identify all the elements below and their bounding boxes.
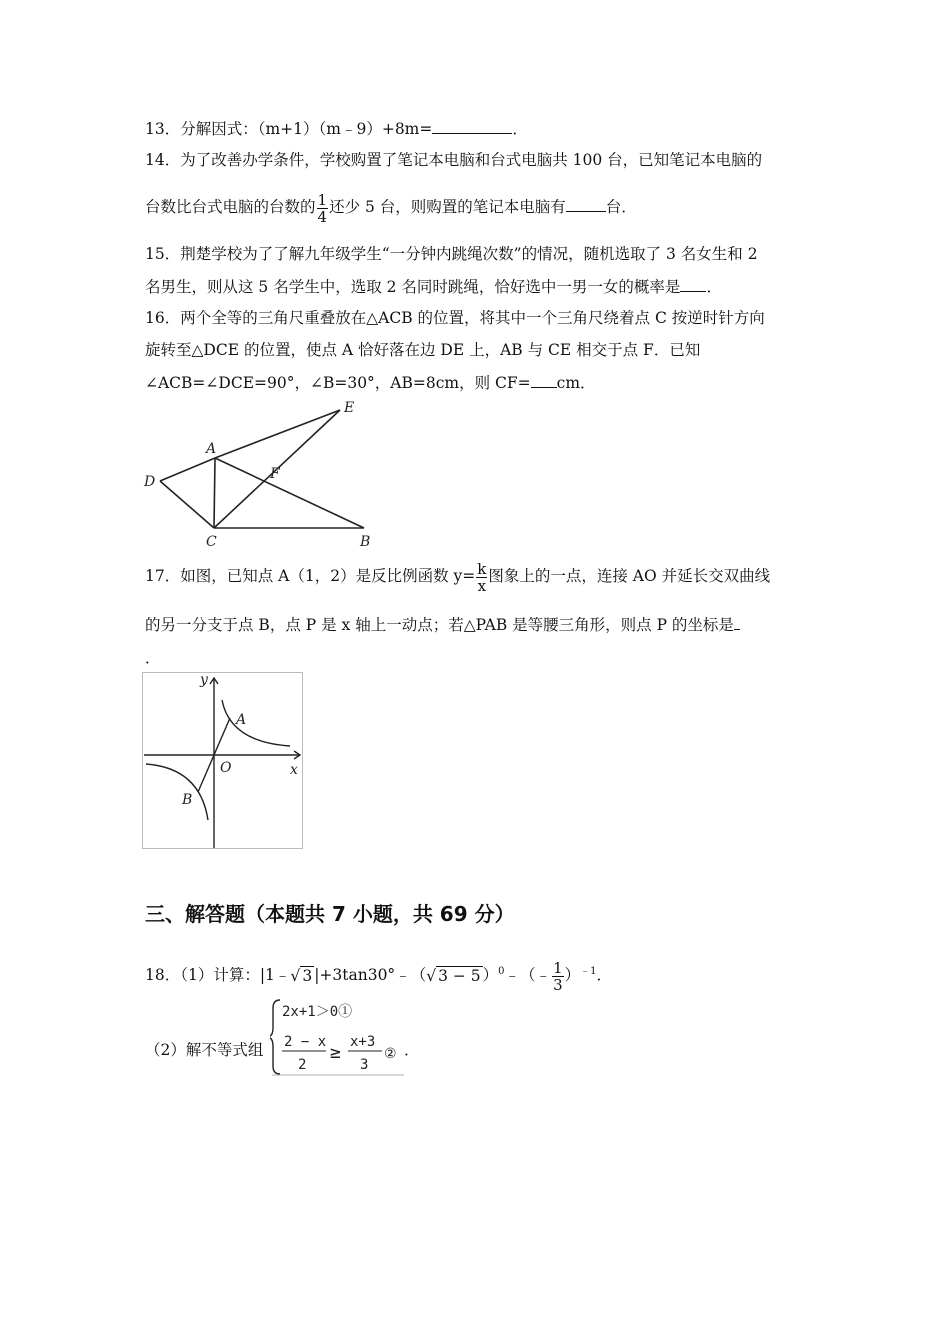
q16-line3-text: ∠ACB=∠DCE=90°，∠B=30°，AB=8cm，则 CF= — [145, 374, 531, 392]
q14-answer-blank[interactable] — [566, 196, 606, 212]
q18-p1-end: ． — [596, 966, 613, 985]
segment-AB — [215, 458, 364, 528]
q13-line — [145, 118, 528, 139]
exponent-neg1: ﹣1 — [580, 966, 597, 977]
label-A: A — [236, 712, 247, 728]
ineq2-den-right: 3 — [360, 1057, 369, 1073]
q16-answer-blank[interactable] — [531, 372, 557, 388]
q17-hyperbola-figure — [142, 672, 304, 850]
q13-text: 13．分解因式：（m+1）（m﹣9）+8m= — [145, 120, 433, 138]
label-D: D — [144, 474, 156, 490]
q16-line1: 16．两个全等的三角尺重叠放在△ACB 的位置，将其中一个三角尺绕着点 C 按逆时针方向 — [145, 309, 765, 327]
label-B: B — [360, 534, 371, 550]
q17-line1b: 图象上的一点，连接 AO 并延长交双曲线 — [488, 567, 771, 585]
q15-end: ． — [706, 278, 722, 296]
q17-frac-num: k — [477, 559, 487, 578]
q13-end: ． — [512, 120, 528, 138]
q14-line2b: 还少 5 台，则购置的笔记本电脑有 — [329, 198, 566, 216]
label-y: y — [200, 672, 208, 688]
segment-AC — [214, 458, 215, 528]
q16-line2: 旋转至△DCE 的位置，使点 A 恰好落在边 DE 上，AB 与 CE 相交于点 F．已知 — [145, 341, 701, 359]
ineq2-num-right: x+3 — [350, 1034, 376, 1050]
hyperbola-branch-1 — [222, 700, 290, 746]
q14-line2c: 台． — [605, 198, 637, 216]
q14-line2 — [145, 190, 637, 225]
exponent-0: 0 — [498, 966, 505, 977]
inequality-1: 2x+1＞0① — [282, 1004, 353, 1020]
q14-frac-den: 4 — [317, 207, 328, 226]
section-title: 三、解答题（本题共 7 小题，共 69 分） — [145, 902, 515, 926]
left-brace-icon — [270, 1000, 280, 1074]
q14-line1: 14．为了改善办学条件，学校购置了笔记本电脑和台式电脑共 100 台，已知笔记本电脑的 — [145, 151, 763, 169]
q17-line2 — [145, 614, 740, 635]
label-B: B — [182, 792, 193, 808]
q18-part1 — [145, 956, 612, 993]
q18-part2-label: （2）解不等式组 — [145, 1041, 264, 1059]
frac-num: 1 — [553, 958, 563, 977]
q18-p1-b: |+3tan30°﹣（ — [314, 966, 427, 985]
q18-p1-a: 18．（1）计算：|1﹣ — [145, 966, 291, 985]
q17-answer-blank[interactable] — [734, 614, 740, 630]
one-third-fraction — [552, 960, 564, 993]
q17-line1 — [145, 558, 770, 594]
q18-p2-end: ． — [404, 1041, 420, 1059]
inequality-system — [270, 998, 404, 1076]
q16-line3 — [145, 372, 596, 393]
label-C: C — [206, 534, 217, 550]
q15-line2-text: 名男生，则从这 5 名学生中，选取 2 名同时跳绳，恰好选中一男一女的概率是 — [145, 278, 681, 296]
label-E: E — [344, 400, 355, 416]
sqrt-3-radicand: 3 — [302, 967, 313, 986]
ineq2-relation: ≥ — [330, 1042, 341, 1063]
q13-answer-blank[interactable] — [432, 118, 512, 134]
q16-line3-end: cm． — [556, 374, 596, 392]
segment-DC — [160, 481, 214, 528]
q17-line2-text: 的另一分支于点 B，点 P 是 x 轴上一动点；若△PAB 是等腰三角形，则点 P 的坐标是 — [145, 616, 734, 634]
label-x: x — [290, 762, 298, 778]
ineq2-tag: ② — [384, 1046, 397, 1062]
label-F: F — [270, 466, 280, 482]
label-O: O — [220, 760, 232, 776]
q15-answer-blank[interactable] — [680, 276, 706, 292]
sqrt3-minus-5-text: 3 − 5 — [438, 967, 481, 986]
q17-frac-den: x — [477, 576, 487, 595]
q17-fraction — [476, 561, 487, 594]
sqrt-3-minus-5: √ 3 − 5 — [426, 967, 481, 986]
segment-AE — [215, 410, 340, 458]
q18-p1-c: ） — [482, 966, 499, 985]
q14-line2a: 台数比台式电脑的台数的 — [145, 198, 316, 216]
ineq2-den-left: 2 — [298, 1057, 307, 1073]
q16-triangle-figure — [140, 398, 380, 550]
q14-frac-num: 1 — [317, 190, 328, 209]
ineq2-num-left: 2 − x — [284, 1034, 327, 1050]
sqrt-3: √ 3 — [290, 967, 313, 986]
q15-line1: 15．荆楚学校为了了解九年级学生“一分钟内跳绳次数”的情况，随机选取了 3 名女生和 2 — [145, 245, 758, 263]
q15-line2 — [145, 276, 722, 297]
q17-line3: ． — [145, 649, 161, 667]
q17-line1a: 17．如图，已知点 A（1，2）是反比例函数 y= — [145, 567, 476, 585]
q18-p1-e: ） — [564, 966, 581, 985]
q14-fraction — [317, 192, 329, 225]
segment-DA — [160, 458, 215, 481]
frac-den: 3 — [553, 975, 563, 994]
q18-p1-d: ﹣（﹣ — [504, 966, 552, 985]
label-A: A — [206, 441, 217, 457]
